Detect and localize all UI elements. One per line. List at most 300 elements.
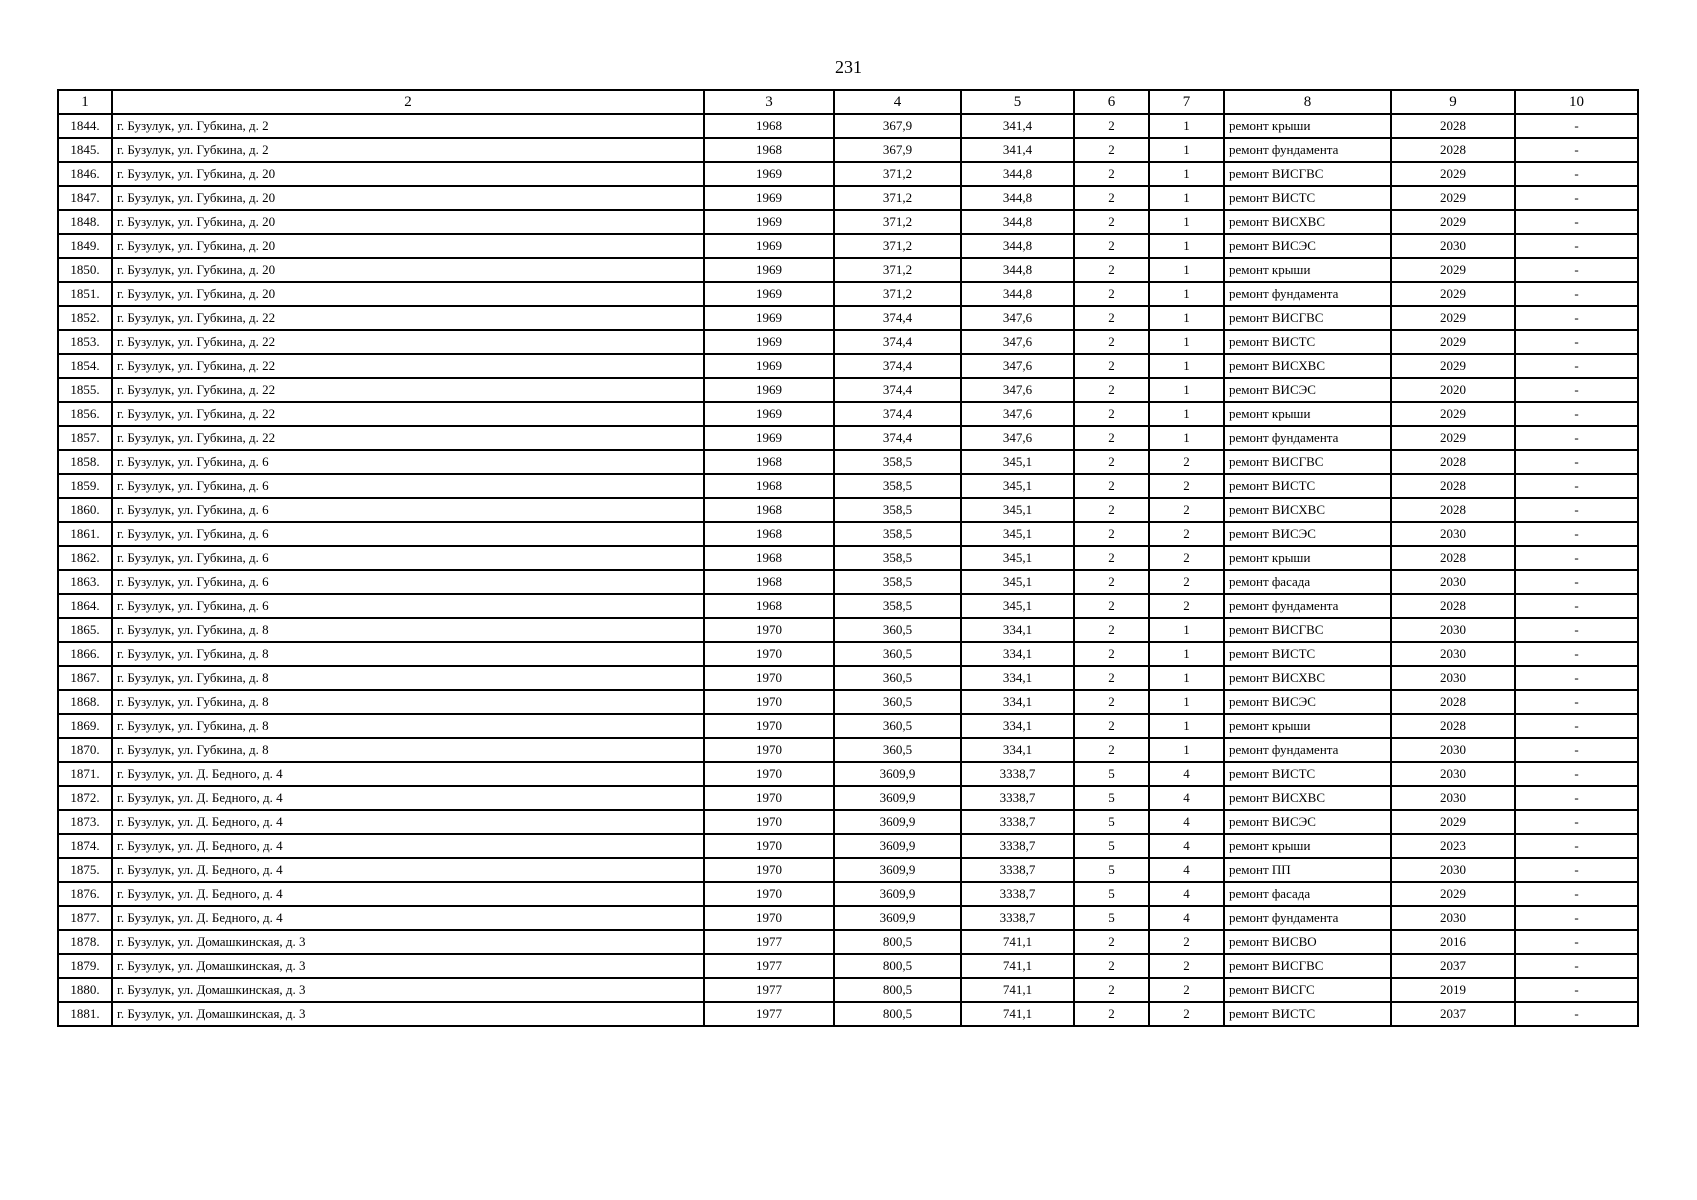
cell-floors: 2 — [1074, 642, 1149, 666]
cell-entrances: 1 — [1149, 210, 1224, 234]
cell-entrances: 1 — [1149, 666, 1224, 690]
cell-address: г. Бузулук, ул. Губкина, д. 20 — [112, 186, 704, 210]
cell-address: г. Бузулук, ул. Губкина, д. 2 — [112, 138, 704, 162]
cell-work-type: ремонт ВИСЭС — [1224, 378, 1391, 402]
cell-total-area: 3609,9 — [834, 858, 961, 882]
cell-entrances: 1 — [1149, 114, 1224, 138]
cell-total-area: 358,5 — [834, 570, 961, 594]
cell-floors: 2 — [1074, 954, 1149, 978]
table-row — [58, 618, 1638, 642]
cell-floors: 5 — [1074, 858, 1149, 882]
cell-address: г. Бузулук, ул. Домашкинская, д. 3 — [112, 1002, 704, 1026]
cell-total-area: 374,4 — [834, 354, 961, 378]
table-row — [58, 642, 1638, 666]
table-row — [58, 282, 1638, 306]
cell-planned-year: 2029 — [1391, 306, 1515, 330]
cell-planned-year: 2029 — [1391, 810, 1515, 834]
cell-floors: 2 — [1074, 594, 1149, 618]
cell-row-number: 1847. — [58, 186, 112, 210]
cell-entrances: 2 — [1149, 1002, 1224, 1026]
cell-work-type: ремонт крыши — [1224, 258, 1391, 282]
cell-living-area: 344,8 — [961, 234, 1074, 258]
cell-floors: 2 — [1074, 114, 1149, 138]
cell-work-type: ремонт крыши — [1224, 114, 1391, 138]
cell-entrances: 2 — [1149, 522, 1224, 546]
cell-build-year: 1968 — [704, 498, 834, 522]
cell-build-year: 1969 — [704, 210, 834, 234]
cell-total-area: 371,2 — [834, 162, 961, 186]
cell-work-type: ремонт крыши — [1224, 402, 1391, 426]
cell-living-area: 741,1 — [961, 954, 1074, 978]
cell-address: г. Бузулук, ул. Губкина, д. 22 — [112, 330, 704, 354]
cell-total-area: 800,5 — [834, 954, 961, 978]
cell-address: г. Бузулук, ул. Губкина, д. 8 — [112, 738, 704, 762]
cell-note: - — [1515, 162, 1638, 186]
cell-work-type: ремонт крыши — [1224, 714, 1391, 738]
cell-work-type: ремонт фасада — [1224, 882, 1391, 906]
cell-build-year: 1977 — [704, 978, 834, 1002]
cell-living-area: 344,8 — [961, 210, 1074, 234]
cell-total-area: 358,5 — [834, 450, 961, 474]
cell-floors: 2 — [1074, 282, 1149, 306]
cell-floors: 2 — [1074, 306, 1149, 330]
table-row — [58, 258, 1638, 282]
cell-floors: 2 — [1074, 354, 1149, 378]
cell-total-area: 360,5 — [834, 642, 961, 666]
page-number: 231 — [835, 57, 862, 77]
cell-work-type: ремонт ПП — [1224, 858, 1391, 882]
cell-planned-year: 2029 — [1391, 282, 1515, 306]
cell-entrances: 2 — [1149, 930, 1224, 954]
cell-build-year: 1968 — [704, 594, 834, 618]
cell-build-year: 1968 — [704, 138, 834, 162]
column-header-9: 9 — [1391, 90, 1515, 114]
cell-address: г. Бузулук, ул. Губкина, д. 8 — [112, 714, 704, 738]
cell-build-year: 1970 — [704, 642, 834, 666]
cell-address: г. Бузулук, ул. Д. Бедного, д. 4 — [112, 762, 704, 786]
cell-note: - — [1515, 138, 1638, 162]
cell-build-year: 1970 — [704, 762, 834, 786]
cell-address: г. Бузулук, ул. Губкина, д. 6 — [112, 474, 704, 498]
cell-build-year: 1969 — [704, 378, 834, 402]
cell-address: г. Бузулук, ул. Губкина, д. 20 — [112, 282, 704, 306]
cell-note: - — [1515, 330, 1638, 354]
cell-work-type: ремонт ВИСХВС — [1224, 354, 1391, 378]
cell-entrances: 4 — [1149, 786, 1224, 810]
cell-build-year: 1969 — [704, 186, 834, 210]
cell-build-year: 1969 — [704, 354, 834, 378]
cell-note: - — [1515, 618, 1638, 642]
cell-entrances: 1 — [1149, 378, 1224, 402]
cell-living-area: 341,4 — [961, 138, 1074, 162]
cell-note: - — [1515, 954, 1638, 978]
cell-living-area: 741,1 — [961, 978, 1074, 1002]
cell-total-area: 358,5 — [834, 594, 961, 618]
cell-row-number: 1855. — [58, 378, 112, 402]
cell-total-area: 358,5 — [834, 498, 961, 522]
cell-floors: 2 — [1074, 666, 1149, 690]
cell-work-type: ремонт фундамента — [1224, 738, 1391, 762]
cell-build-year: 1977 — [704, 930, 834, 954]
cell-note: - — [1515, 546, 1638, 570]
cell-build-year: 1970 — [704, 882, 834, 906]
cell-entrances: 1 — [1149, 282, 1224, 306]
cell-row-number: 1849. — [58, 234, 112, 258]
cell-entrances: 1 — [1149, 402, 1224, 426]
table-row — [58, 378, 1638, 402]
column-header-8: 8 — [1224, 90, 1391, 114]
cell-build-year: 1977 — [704, 1002, 834, 1026]
cell-living-area: 345,1 — [961, 498, 1074, 522]
cell-address: г. Бузулук, ул. Губкина, д. 22 — [112, 402, 704, 426]
cell-entrances: 1 — [1149, 258, 1224, 282]
cell-work-type: ремонт ВИСХВС — [1224, 210, 1391, 234]
cell-floors: 2 — [1074, 690, 1149, 714]
cell-floors: 5 — [1074, 762, 1149, 786]
cell-build-year: 1970 — [704, 810, 834, 834]
cell-build-year: 1968 — [704, 474, 834, 498]
cell-planned-year: 2029 — [1391, 330, 1515, 354]
cell-build-year: 1970 — [704, 666, 834, 690]
cell-floors: 2 — [1074, 258, 1149, 282]
cell-note: - — [1515, 882, 1638, 906]
table-body — [58, 114, 1638, 1026]
cell-note: - — [1515, 234, 1638, 258]
cell-planned-year: 2028 — [1391, 474, 1515, 498]
cell-work-type: ремонт ВИСГВС — [1224, 618, 1391, 642]
cell-entrances: 1 — [1149, 690, 1224, 714]
cell-work-type: ремонт ВИСЭС — [1224, 690, 1391, 714]
cell-address: г. Бузулук, ул. Губкина, д. 8 — [112, 642, 704, 666]
cell-total-area: 3609,9 — [834, 906, 961, 930]
cell-living-area: 3338,7 — [961, 882, 1074, 906]
cell-note: - — [1515, 210, 1638, 234]
column-header-4: 4 — [834, 90, 961, 114]
table-row — [58, 666, 1638, 690]
cell-total-area: 800,5 — [834, 930, 961, 954]
cell-address: г. Бузулук, ул. Губкина, д. 22 — [112, 354, 704, 378]
cell-row-number: 1878. — [58, 930, 112, 954]
cell-address: г. Бузулук, ул. Губкина, д. 20 — [112, 258, 704, 282]
table-row — [58, 882, 1638, 906]
cell-planned-year: 2029 — [1391, 186, 1515, 210]
cell-address: г. Бузулук, ул. Д. Бедного, д. 4 — [112, 906, 704, 930]
table-row — [58, 306, 1638, 330]
column-header-10: 10 — [1515, 90, 1638, 114]
cell-address: г. Бузулук, ул. Домашкинская, д. 3 — [112, 954, 704, 978]
cell-row-number: 1850. — [58, 258, 112, 282]
cell-build-year: 1970 — [704, 618, 834, 642]
cell-floors: 5 — [1074, 786, 1149, 810]
table-row — [58, 450, 1638, 474]
table-row — [58, 738, 1638, 762]
cell-planned-year: 2019 — [1391, 978, 1515, 1002]
cell-entrances: 4 — [1149, 810, 1224, 834]
table-row — [58, 522, 1638, 546]
cell-work-type: ремонт ВИСГВС — [1224, 306, 1391, 330]
cell-work-type: ремонт фундамента — [1224, 594, 1391, 618]
cell-note: - — [1515, 354, 1638, 378]
cell-entrances: 2 — [1149, 570, 1224, 594]
table-row — [58, 402, 1638, 426]
cell-entrances: 1 — [1149, 138, 1224, 162]
cell-address: г. Бузулук, ул. Губкина, д. 2 — [112, 114, 704, 138]
cell-row-number: 1851. — [58, 282, 112, 306]
cell-address: г. Бузулук, ул. Губкина, д. 20 — [112, 234, 704, 258]
cell-floors: 2 — [1074, 618, 1149, 642]
cell-entrances: 2 — [1149, 594, 1224, 618]
cell-floors: 5 — [1074, 834, 1149, 858]
table-row — [58, 354, 1638, 378]
cell-floors: 2 — [1074, 234, 1149, 258]
cell-floors: 2 — [1074, 546, 1149, 570]
table-row — [58, 978, 1638, 1002]
column-header-7: 7 — [1149, 90, 1224, 114]
cell-address: г. Бузулук, ул. Д. Бедного, д. 4 — [112, 834, 704, 858]
cell-planned-year: 2029 — [1391, 258, 1515, 282]
cell-entrances: 1 — [1149, 642, 1224, 666]
cell-living-area: 741,1 — [961, 930, 1074, 954]
table-row — [58, 234, 1638, 258]
cell-entrances: 1 — [1149, 426, 1224, 450]
table-row — [58, 570, 1638, 594]
cell-planned-year: 2029 — [1391, 882, 1515, 906]
cell-planned-year: 2028 — [1391, 690, 1515, 714]
cell-note: - — [1515, 1002, 1638, 1026]
cell-row-number: 1866. — [58, 642, 112, 666]
cell-living-area: 334,1 — [961, 714, 1074, 738]
cell-note: - — [1515, 642, 1638, 666]
cell-row-number: 1864. — [58, 594, 112, 618]
cell-row-number: 1875. — [58, 858, 112, 882]
cell-work-type: ремонт фундамента — [1224, 138, 1391, 162]
cell-address: г. Бузулук, ул. Домашкинская, д. 3 — [112, 978, 704, 1002]
cell-work-type: ремонт крыши — [1224, 834, 1391, 858]
cell-work-type: ремонт фундамента — [1224, 426, 1391, 450]
cell-entrances: 1 — [1149, 714, 1224, 738]
table-row — [58, 1002, 1638, 1026]
cell-living-area: 344,8 — [961, 162, 1074, 186]
cell-work-type: ремонт ВИСТС — [1224, 186, 1391, 210]
cell-address: г. Бузулук, ул. Губкина, д. 6 — [112, 498, 704, 522]
table-row — [58, 954, 1638, 978]
cell-address: г. Бузулук, ул. Д. Бедного, д. 4 — [112, 882, 704, 906]
cell-note: - — [1515, 858, 1638, 882]
cell-row-number: 1876. — [58, 882, 112, 906]
cell-note: - — [1515, 474, 1638, 498]
cell-living-area: 741,1 — [961, 1002, 1074, 1026]
cell-planned-year: 2030 — [1391, 570, 1515, 594]
cell-address: г. Бузулук, ул. Губкина, д. 20 — [112, 162, 704, 186]
cell-row-number: 1861. — [58, 522, 112, 546]
cell-note: - — [1515, 378, 1638, 402]
cell-row-number: 1881. — [58, 1002, 112, 1026]
cell-row-number: 1848. — [58, 210, 112, 234]
table-row — [58, 906, 1638, 930]
cell-build-year: 1970 — [704, 858, 834, 882]
cell-note: - — [1515, 186, 1638, 210]
cell-build-year: 1969 — [704, 330, 834, 354]
cell-total-area: 800,5 — [834, 1002, 961, 1026]
cell-build-year: 1970 — [704, 690, 834, 714]
cell-build-year: 1968 — [704, 450, 834, 474]
cell-entrances: 2 — [1149, 450, 1224, 474]
cell-work-type: ремонт ВИСТС — [1224, 474, 1391, 498]
cell-planned-year: 2030 — [1391, 522, 1515, 546]
cell-living-area: 344,8 — [961, 282, 1074, 306]
cell-row-number: 1860. — [58, 498, 112, 522]
cell-entrances: 2 — [1149, 978, 1224, 1002]
cell-planned-year: 2028 — [1391, 498, 1515, 522]
cell-note: - — [1515, 714, 1638, 738]
cell-row-number: 1867. — [58, 666, 112, 690]
table-row — [58, 594, 1638, 618]
column-header-6: 6 — [1074, 90, 1149, 114]
cell-row-number: 1853. — [58, 330, 112, 354]
cell-row-number: 1871. — [58, 762, 112, 786]
cell-living-area: 347,6 — [961, 378, 1074, 402]
cell-work-type: ремонт ВИСГС — [1224, 978, 1391, 1002]
cell-work-type: ремонт ВИСХВС — [1224, 498, 1391, 522]
cell-living-area: 345,1 — [961, 450, 1074, 474]
cell-entrances: 2 — [1149, 546, 1224, 570]
cell-living-area: 334,1 — [961, 618, 1074, 642]
cell-entrances: 1 — [1149, 618, 1224, 642]
cell-floors: 2 — [1074, 978, 1149, 1002]
cell-total-area: 3609,9 — [834, 762, 961, 786]
cell-total-area: 800,5 — [834, 978, 961, 1002]
cell-entrances: 1 — [1149, 738, 1224, 762]
cell-total-area: 367,9 — [834, 138, 961, 162]
cell-entrances: 2 — [1149, 954, 1224, 978]
cell-living-area: 345,1 — [961, 546, 1074, 570]
cell-planned-year: 2030 — [1391, 786, 1515, 810]
cell-living-area: 3338,7 — [961, 834, 1074, 858]
cell-note: - — [1515, 690, 1638, 714]
cell-address: г. Бузулук, ул. Губкина, д. 6 — [112, 570, 704, 594]
cell-build-year: 1970 — [704, 714, 834, 738]
cell-note: - — [1515, 306, 1638, 330]
cell-floors: 2 — [1074, 930, 1149, 954]
cell-living-area: 345,1 — [961, 474, 1074, 498]
cell-total-area: 367,9 — [834, 114, 961, 138]
cell-work-type: ремонт ВИСЭС — [1224, 810, 1391, 834]
cell-address: г. Бузулук, ул. Губкина, д. 20 — [112, 210, 704, 234]
cell-planned-year: 2030 — [1391, 762, 1515, 786]
cell-row-number: 1879. — [58, 954, 112, 978]
cell-planned-year: 2029 — [1391, 210, 1515, 234]
cell-row-number: 1877. — [58, 906, 112, 930]
cell-work-type: ремонт ВИСЭС — [1224, 234, 1391, 258]
cell-living-area: 347,6 — [961, 306, 1074, 330]
cell-floors: 2 — [1074, 378, 1149, 402]
cell-work-type: ремонт фасада — [1224, 570, 1391, 594]
cell-living-area: 334,1 — [961, 738, 1074, 762]
column-header-2: 2 — [112, 90, 704, 114]
cell-planned-year: 2037 — [1391, 1002, 1515, 1026]
cell-total-area: 360,5 — [834, 738, 961, 762]
cell-row-number: 1846. — [58, 162, 112, 186]
cell-note: - — [1515, 786, 1638, 810]
cell-work-type: ремонт фундамента — [1224, 906, 1391, 930]
cell-address: г. Бузулук, ул. Д. Бедного, д. 4 — [112, 858, 704, 882]
cell-row-number: 1880. — [58, 978, 112, 1002]
cell-build-year: 1977 — [704, 954, 834, 978]
cell-note: - — [1515, 930, 1638, 954]
cell-living-area: 345,1 — [961, 522, 1074, 546]
cell-floors: 2 — [1074, 210, 1149, 234]
table-row — [58, 690, 1638, 714]
cell-entrances: 2 — [1149, 498, 1224, 522]
cell-address: г. Бузулук, ул. Губкина, д. 6 — [112, 546, 704, 570]
cell-living-area: 3338,7 — [961, 810, 1074, 834]
cell-total-area: 371,2 — [834, 210, 961, 234]
cell-floors: 5 — [1074, 906, 1149, 930]
cell-planned-year: 2029 — [1391, 354, 1515, 378]
table-row — [58, 546, 1638, 570]
cell-build-year: 1969 — [704, 282, 834, 306]
cell-total-area: 360,5 — [834, 618, 961, 642]
cell-note: - — [1515, 978, 1638, 1002]
cell-work-type: ремонт ВИСТС — [1224, 330, 1391, 354]
table-row — [58, 930, 1638, 954]
cell-row-number: 1854. — [58, 354, 112, 378]
cell-build-year: 1968 — [704, 522, 834, 546]
cell-living-area: 345,1 — [961, 570, 1074, 594]
cell-address: г. Бузулук, ул. Губкина, д. 22 — [112, 306, 704, 330]
table-row — [58, 714, 1638, 738]
cell-floors: 2 — [1074, 522, 1149, 546]
cell-total-area: 358,5 — [834, 546, 961, 570]
cell-address: г. Бузулук, ул. Губкина, д. 8 — [112, 618, 704, 642]
cell-planned-year: 2030 — [1391, 234, 1515, 258]
cell-address: г. Бузулук, ул. Губкина, д. 8 — [112, 666, 704, 690]
cell-planned-year: 2030 — [1391, 906, 1515, 930]
cell-address: г. Бузулук, ул. Губкина, д. 22 — [112, 378, 704, 402]
cell-note: - — [1515, 810, 1638, 834]
cell-total-area: 374,4 — [834, 426, 961, 450]
cell-work-type: ремонт ВИСГВС — [1224, 450, 1391, 474]
cell-planned-year: 2030 — [1391, 642, 1515, 666]
cell-row-number: 1869. — [58, 714, 112, 738]
cell-work-type: ремонт ВИСТС — [1224, 642, 1391, 666]
cell-planned-year: 2028 — [1391, 450, 1515, 474]
cell-address: г. Бузулук, ул. Д. Бедного, д. 4 — [112, 786, 704, 810]
cell-build-year: 1969 — [704, 426, 834, 450]
cell-planned-year: 2028 — [1391, 546, 1515, 570]
cell-floors: 2 — [1074, 474, 1149, 498]
cell-total-area: 360,5 — [834, 690, 961, 714]
cell-total-area: 374,4 — [834, 402, 961, 426]
cell-address: г. Бузулук, ул. Губкина, д. 6 — [112, 450, 704, 474]
cell-total-area: 3609,9 — [834, 834, 961, 858]
table-row — [58, 162, 1638, 186]
cell-total-area: 371,2 — [834, 282, 961, 306]
cell-entrances: 1 — [1149, 186, 1224, 210]
cell-build-year: 1969 — [704, 306, 834, 330]
cell-living-area: 334,1 — [961, 642, 1074, 666]
cell-planned-year: 2030 — [1391, 738, 1515, 762]
header-row — [58, 90, 1638, 114]
cell-planned-year: 2028 — [1391, 138, 1515, 162]
cell-entrances: 1 — [1149, 330, 1224, 354]
cell-row-number: 1856. — [58, 402, 112, 426]
cell-row-number: 1857. — [58, 426, 112, 450]
cell-planned-year: 2028 — [1391, 114, 1515, 138]
cell-floors: 2 — [1074, 138, 1149, 162]
cell-planned-year: 2029 — [1391, 162, 1515, 186]
cell-floors: 5 — [1074, 810, 1149, 834]
